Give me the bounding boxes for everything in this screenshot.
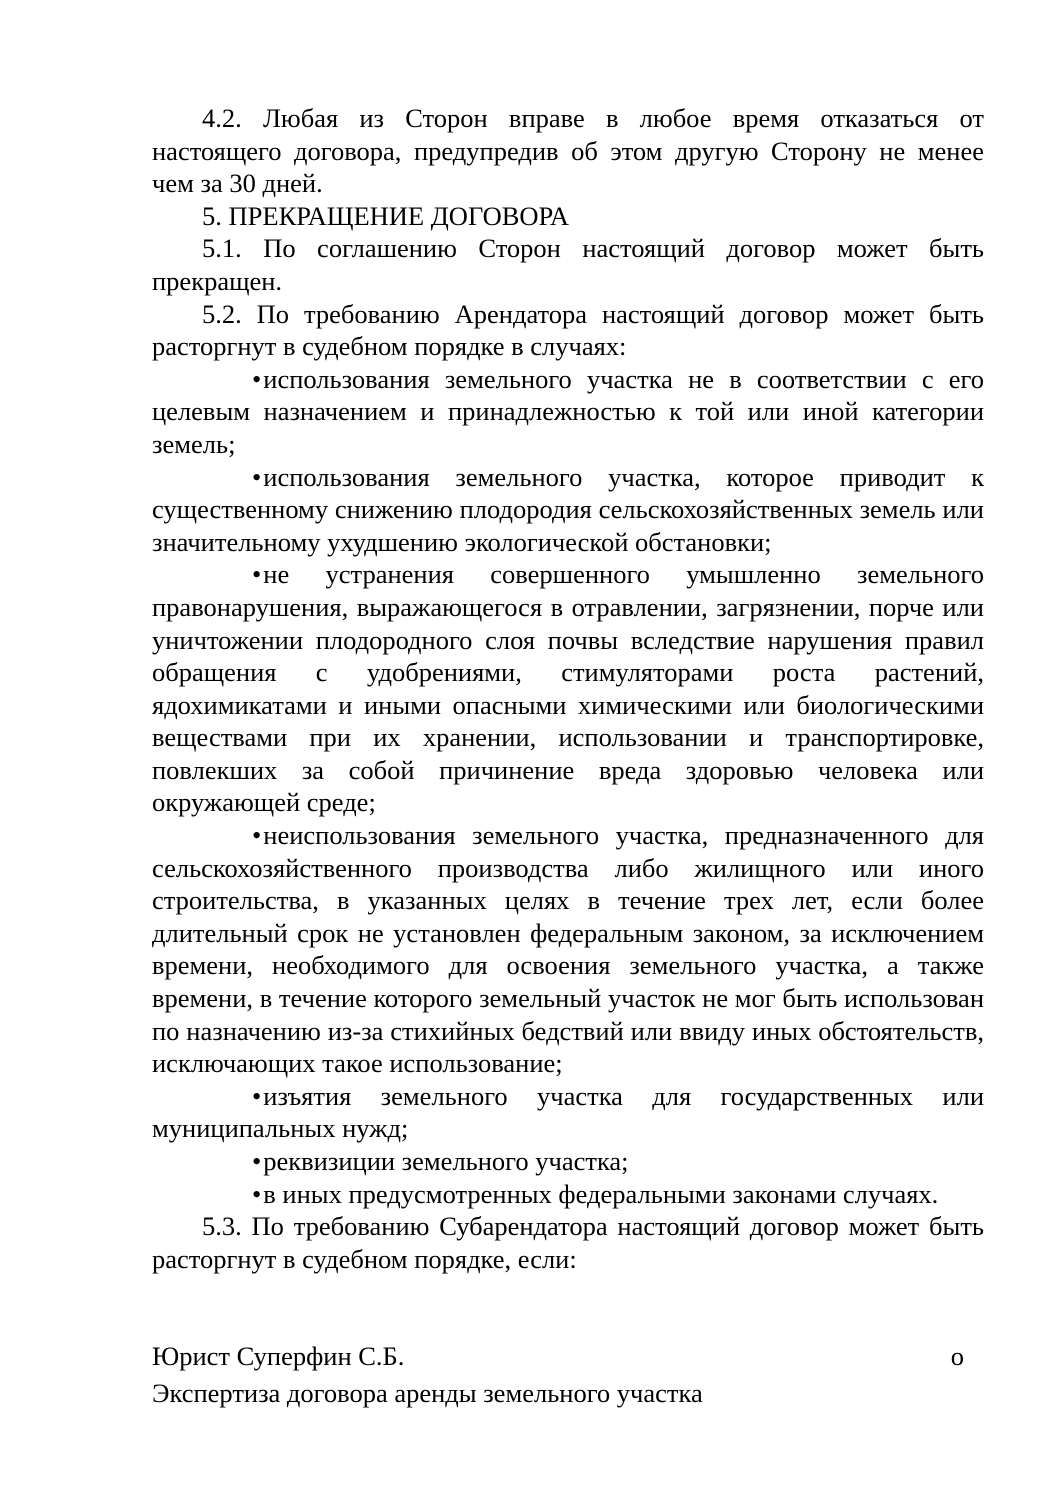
bullet-item <box>152 461 984 559</box>
footer-title: Экспертиза договора аренды земельного участка <box>152 1378 703 1408</box>
bullet-icon: • <box>252 559 262 590</box>
bullet-item <box>152 1145 984 1178</box>
paragraph-5-3: 5.3. По требованию Субарендатора настоящий договор может быть расторгнут в судебном порядке, если: <box>152 1211 984 1274</box>
bullet-icon: • <box>252 1178 262 1209</box>
paragraph-5-1: 5.1. По соглашению Сторон настоящий договор может быть прекращен. <box>152 233 984 296</box>
bullet-text: использования земельного участка, которое приводит к существенному снижению плодородия сельскохозяйственных земель или значительному ухудшению экологической обстановки; <box>152 461 984 557</box>
bullet-item <box>152 1080 984 1145</box>
bullet-icon: • <box>252 820 262 851</box>
document-body <box>152 102 984 1275</box>
section-5-heading: 5. ПРЕКРАЩЕНИЕ ДОГОВОРА <box>202 200 570 231</box>
bullet-item <box>152 1178 984 1211</box>
bullet-icon: • <box>252 1080 262 1111</box>
bullet-item <box>152 363 984 461</box>
footer-author-line <box>152 1340 984 1372</box>
bullet-text: использования земельного участка не в соответствии с его целевым назначением и принадлежностью к той или иной категории земель; <box>152 363 984 459</box>
bullet-text: в иных предусмотренных федеральными законами случаях. <box>263 1178 939 1209</box>
bullet-item <box>152 558 984 819</box>
paragraph-5-2: 5.2. По требованию Арендатора настоящий договор может быть расторгнут в судебном порядке в случаях: <box>152 298 984 362</box>
bullet-icon: • <box>252 461 262 492</box>
bullet-text: не устранения совершенного умышленно земельного правонарушения, выражающегося в отравлении, загрязнении, порче или уничтожении плодородного слоя почвы вследствие нарушения правил обращения с удобрениями, стимуляторами роста растений, ядохимикатами и иными опасными химическими или биологическими веществами при их хранении, использовании и транспортировке, повлекших за собой причинение вреда здоровью человека или окружающей среде; <box>152 559 984 818</box>
bullet-icon: • <box>252 1146 262 1176</box>
bullet-text: реквизиции земельного участка; <box>263 1146 629 1176</box>
bullet-text: изъятия земельного участка для государственных или муниципальных нужд; <box>152 1080 984 1144</box>
bullet-item <box>152 819 984 1080</box>
bullet-icon: • <box>252 363 262 394</box>
paragraph-4-2: 4.2. Любая из Сторон вправе в любое время отказаться от настоящего договора, предупредив об этом другую Сторону не менее чем за 30 дней. <box>152 103 984 199</box>
bullet-text: неиспользования земельного участка, предназначенного для сельскохозяйственного производства либо жилищного или иного строительства, в указанных целях в течение трех лет, если более длительный срок не установлен федеральным законом, за исключением времени, необходимого для освоения земельного участка, а также времени, в течение которого земельный участок не мог быть использован по назначению из-за стихийных бедствий или ввиду иных обстоятельств, исключающих такое использование; <box>152 820 984 1079</box>
footer-author: Юрист Суперфин С.Б. <box>152 1341 405 1371</box>
page-marker: о <box>950 1341 964 1371</box>
